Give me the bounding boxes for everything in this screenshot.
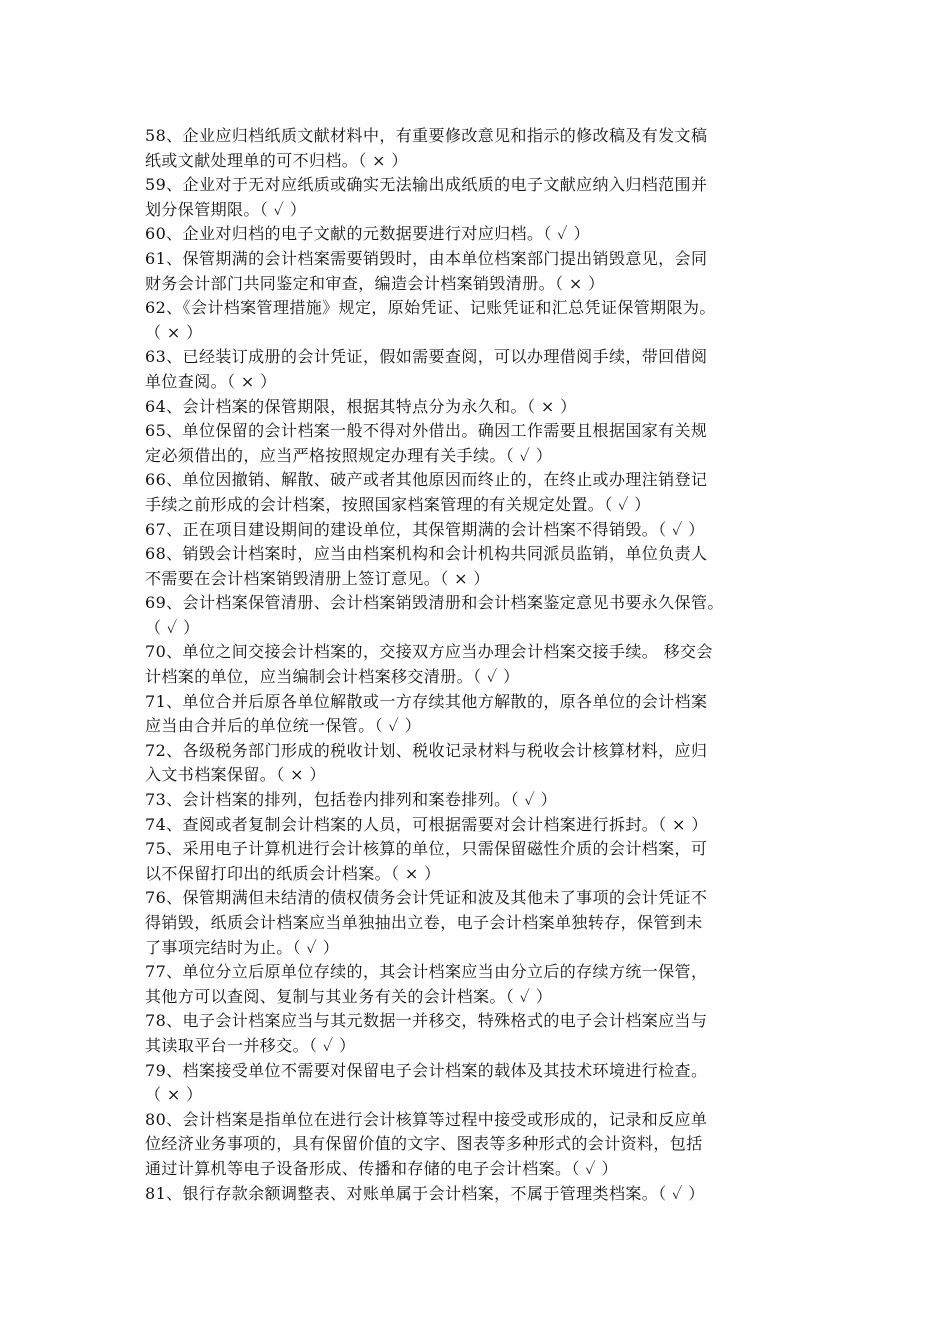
question-item	[145, 419, 825, 468]
question-line: 78、电子会计档案应当与其元数据一并移交，特殊格式的电子会计档案应当与	[145, 1011, 708, 1031]
question-item	[145, 640, 825, 689]
question-line: 73、会计档案的排列，包括卷内排列和案卷排列。（ ✓ ）	[145, 790, 558, 810]
question-line: 75、采用电子计算机进行会计核算的单位，只需保留磁性介质的会计档案，可	[145, 839, 708, 859]
question-line: 入文书档案保留。（ × ）	[145, 765, 326, 785]
question-line: 划分保管期限。（ ✓ ）	[145, 199, 307, 219]
question-line: 66、单位因撤销、解散、破产或者其他原因而终止的，在终止或办理注销登记	[145, 470, 708, 490]
question-list	[145, 124, 825, 1206]
question-line: 80、会计档案是指单位在进行会计核算等过程中接受或形成的，记录和反应单	[145, 1109, 708, 1129]
question-line: 财务会计部门共同鉴定和审查，编造会计档案销毁清册。（ × ）	[145, 273, 605, 293]
question-line: （ ✓ ）	[145, 617, 200, 637]
question-line: 68、销毁会计档案时，应当由档案机构和会计机构共同派员监销，单位负责人	[145, 544, 708, 564]
question-item	[145, 124, 825, 173]
question-line: 81、银行存款余额调整表、对账单属于会计档案，不属于管理类档案。（ ✓ ）	[145, 1183, 705, 1203]
question-line: 62、《会计档案管理措施》规定，原始凭证、记账凭证和汇总凭证保管期限为。	[145, 298, 716, 318]
question-item	[145, 173, 825, 222]
question-line: 以不保留打印出的纸质会计档案。（ × ）	[145, 863, 441, 883]
question-item	[145, 886, 825, 960]
question-item	[145, 542, 825, 591]
question-line: 应当由合并后的单位统一保管。（ ✓ ）	[145, 716, 422, 736]
question-item	[145, 222, 825, 247]
question-line: 67、正在项目建设期间的建设单位，其保管期满的会计档案不得销毁。（ ✓ ）	[145, 519, 705, 539]
question-line: 不需要在会计档案销毁清册上签订意见。（ × ）	[145, 568, 490, 588]
question-item	[145, 518, 825, 543]
question-line: 70、单位之间交接会计档案的，交接双方应当办理会计档案交接手续。 移交会	[145, 642, 713, 662]
question-line: 61、保管期满的会计档案需要销毁时，由本单位档案部门提出销毁意见，会同	[145, 248, 708, 268]
question-item	[145, 813, 825, 838]
question-line: 71、单位合并后原各单位解散或一方存续其他方解散的，原各单位的会计档案	[145, 691, 708, 711]
question-line: 72、各级税务部门形成的税收计划、税收记录材料与税收会计核算材料，应归	[145, 740, 708, 760]
question-line: 其他方可以查阅、复制与其业务有关的会计档案。（ ✓ ）	[145, 986, 553, 1006]
question-line: 65、单位保留的会计档案一般不得对外借出。确因工作需要且根据国家有关规	[145, 421, 708, 441]
question-line: 其读取平台一并移交。（ ✓ ）	[145, 1035, 356, 1055]
question-line: 计档案的单位，应当编制会计档案移交清册。（ ✓ ）	[145, 667, 520, 687]
question-item	[145, 739, 825, 788]
question-item	[145, 1009, 825, 1058]
question-line: 59、企业对于无对应纸质或确实无法输出成纸质的电子文献应纳入归档范围并	[145, 175, 708, 195]
question-item	[145, 837, 825, 886]
question-item	[145, 690, 825, 739]
question-line: 位经济业务事项的，具有保留价值的文字、图表等多种形式的会计资料，包括	[145, 1134, 703, 1154]
question-line: 了事项完结时为止。（ ✓ ）	[145, 937, 340, 957]
question-line: 79、档案接受单位不需要对保留电子会计档案的载体及其技术环境进行检查。	[145, 1060, 708, 1080]
question-line: 74、查阅或者复制会计档案的人员，可根据需要对会计档案进行拆封。（ × ）	[145, 814, 708, 834]
question-line: 63、已经装订成册的会计凭证，假如需要查阅，可以办理借阅手续，带回借阅	[145, 347, 708, 367]
question-item	[145, 591, 825, 640]
question-line: （ × ）	[145, 1085, 203, 1105]
question-line: 69、会计档案保管清册、会计档案销毁清册和会计档案鉴定意见书要永久保管。	[145, 593, 724, 613]
question-item	[145, 247, 825, 296]
question-line: 得销毁，纸质会计档案应当单独抽出立卷，电子会计档案单独转存，保管到未	[145, 913, 703, 932]
question-item	[145, 1182, 825, 1207]
question-line: （ × ）	[145, 322, 203, 342]
question-item	[145, 1059, 825, 1108]
question-item	[145, 1108, 825, 1182]
question-line: 60、企业对归档的电子文献的元数据要进行对应归档。（ ✓ ）	[145, 224, 590, 244]
question-item	[145, 395, 825, 420]
question-line: 77、单位分立后原单位存续的，其会计档案应当由分立后的存续方统一保管，	[145, 962, 708, 982]
question-line: 通过计算机等电子设备形成、传播和存储的电子会计档案。（ ✓ ）	[145, 1158, 618, 1178]
question-item	[145, 788, 825, 813]
question-line: 定必须借出的，应当严格按照规定办理有关手续。（ ✓ ）	[145, 445, 553, 465]
question-line: 76、保管期满但未结清的债权债务会计凭证和波及其他未了事项的会计凭证不	[145, 888, 708, 908]
question-item	[145, 345, 825, 394]
question-item	[145, 960, 825, 1009]
question-item	[145, 468, 825, 517]
question-line: 64、会计档案的保管期限，根据其特点分为永久和。（ × ）	[145, 396, 577, 416]
question-line: 纸或文献处理单的可不归档。（ × ）	[145, 150, 408, 170]
question-line: 手续之前形成的会计档案，按照国家档案管理的有关规定处置。（ ✓ ）	[145, 494, 651, 514]
question-line: 58、企业应归档纸质文献材料中，有重要修改意见和指示的修改稿及有发文稿	[145, 126, 708, 145]
question-item	[145, 296, 825, 345]
question-line: 单位查阅。（ × ）	[145, 371, 277, 391]
